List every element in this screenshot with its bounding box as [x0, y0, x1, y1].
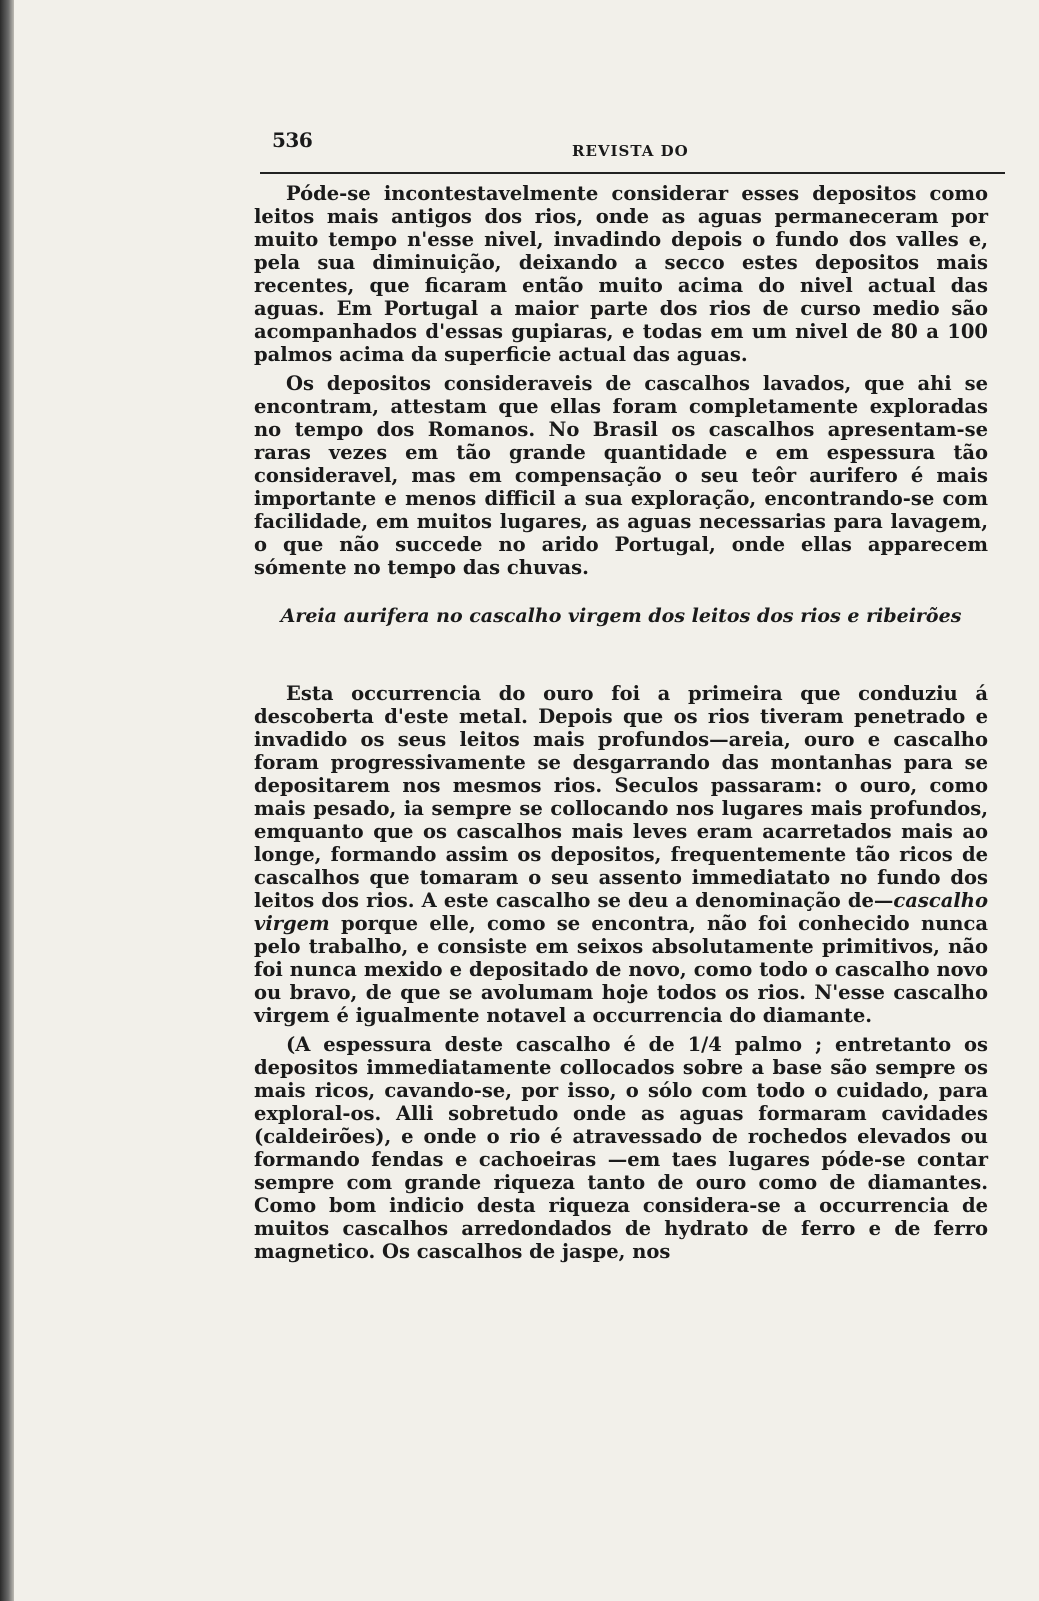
- page-header: [272, 120, 1002, 172]
- paragraph-2: Os depositos consideraveis de cascalhos lavados, que ahi se encontram, attestam que ellas foram completamente exploradas no tempo dos Romanos. No Brasil os cascalhos apresentam-se raras vezes em tão grande quantidade e em espessura tão consideravel, mas em compensação o seu teôr aurifero é mais importante e menos difficil a sua exploração, encontrando-se com facilidade, em muitos lugares, as aguas necessarias para lavagem, o que não succede no arido Portugal, onde ellas apparecem sómente no tempo das chuvas.: [254, 372, 988, 579]
- paragraph-3-text-start: Esta occurrencia do ouro foi a primeira que conduziu á descoberta d'este metal. Depois que os rios tiveram penetrado e invadido os seus leitos mais profundos—areia, ouro e cascalho foram progressivamente se desgarrando das montanhas para se depositarem nos mesmos rios. Seculos passaram: o ouro, como mais pesado, ia sempre se collocando nos lugares mais profundos, emquanto que os cascalhos mais leves eram acarretados mais ao longe, formando assim os depositos, frequentemente tão ricos de cascalhos que tomaram o seu assento immediatato no fundo dos leitos dos rios. A este cascalho se deu a denominação de—: [254, 682, 988, 912]
- running-title: REVISTA DO: [572, 142, 689, 160]
- paragraph-3-italic-term: cascalho virgem: [254, 889, 988, 935]
- paragraph-1: Póde-se incontestavelmente considerar esses depositos como leitos mais antigos dos rios, onde as aguas permaneceram por muito tempo n'esse nivel, invadindo depois o fundo dos valles e, pela sua diminuição, deixando a secco estes depositos mais recentes, que ficaram então muito acima do nivel actual das aguas. Em Portugal a maior parte dos rios de curso medio são acompanhados d'essas gupiaras, e todas em um nivel de 80 a 100 palmos acima da superficie actual das aguas.: [254, 182, 988, 366]
- body-text: [254, 182, 988, 1269]
- paragraph-3: [254, 682, 988, 1027]
- paragraph-3-text-end: porque elle, como se encontra, não foi conhecido nunca pelo trabalho, e consiste em seixos absolutamente primitivos, não foi nunca mexido e depositado de novo, como todo o cascalho novo ou bravo, de que se avolumam hoje todos os rios. N'esse cascalho virgem é igualmente notavel a occurrencia do diamante.: [254, 912, 988, 1027]
- header-rule: [260, 172, 1005, 174]
- paragraph-4: (A espessura deste cascalho é de 1/4 palmo ; entretanto os depositos immediatamente collocados sobre a base são sempre os mais ricos, cavando-se, por isso, o sólo com todo o cuidado, para exploral-os. Alli sobretudo onde as aguas formaram cavidades (caldeirões), e onde o rio é atravessado de rochedos elevados ou formando fendas e cachoeiras —em taes lugares póde-se contar sempre com grande riqueza tanto de ouro como de diamantes. Como bom indicio desta riqueza considera-se a occurrencia de muitos cascalhos arredondados de hydrato de ferro e de ferro magnetico. Os cascalhos de jaspe, nos: [254, 1033, 988, 1263]
- section-heading: Areia aurifera no cascalho virgem dos leitos dos rios e ribeirões: [280, 605, 962, 627]
- book-binding-edge: [0, 0, 14, 1601]
- page-number: 536: [272, 128, 313, 152]
